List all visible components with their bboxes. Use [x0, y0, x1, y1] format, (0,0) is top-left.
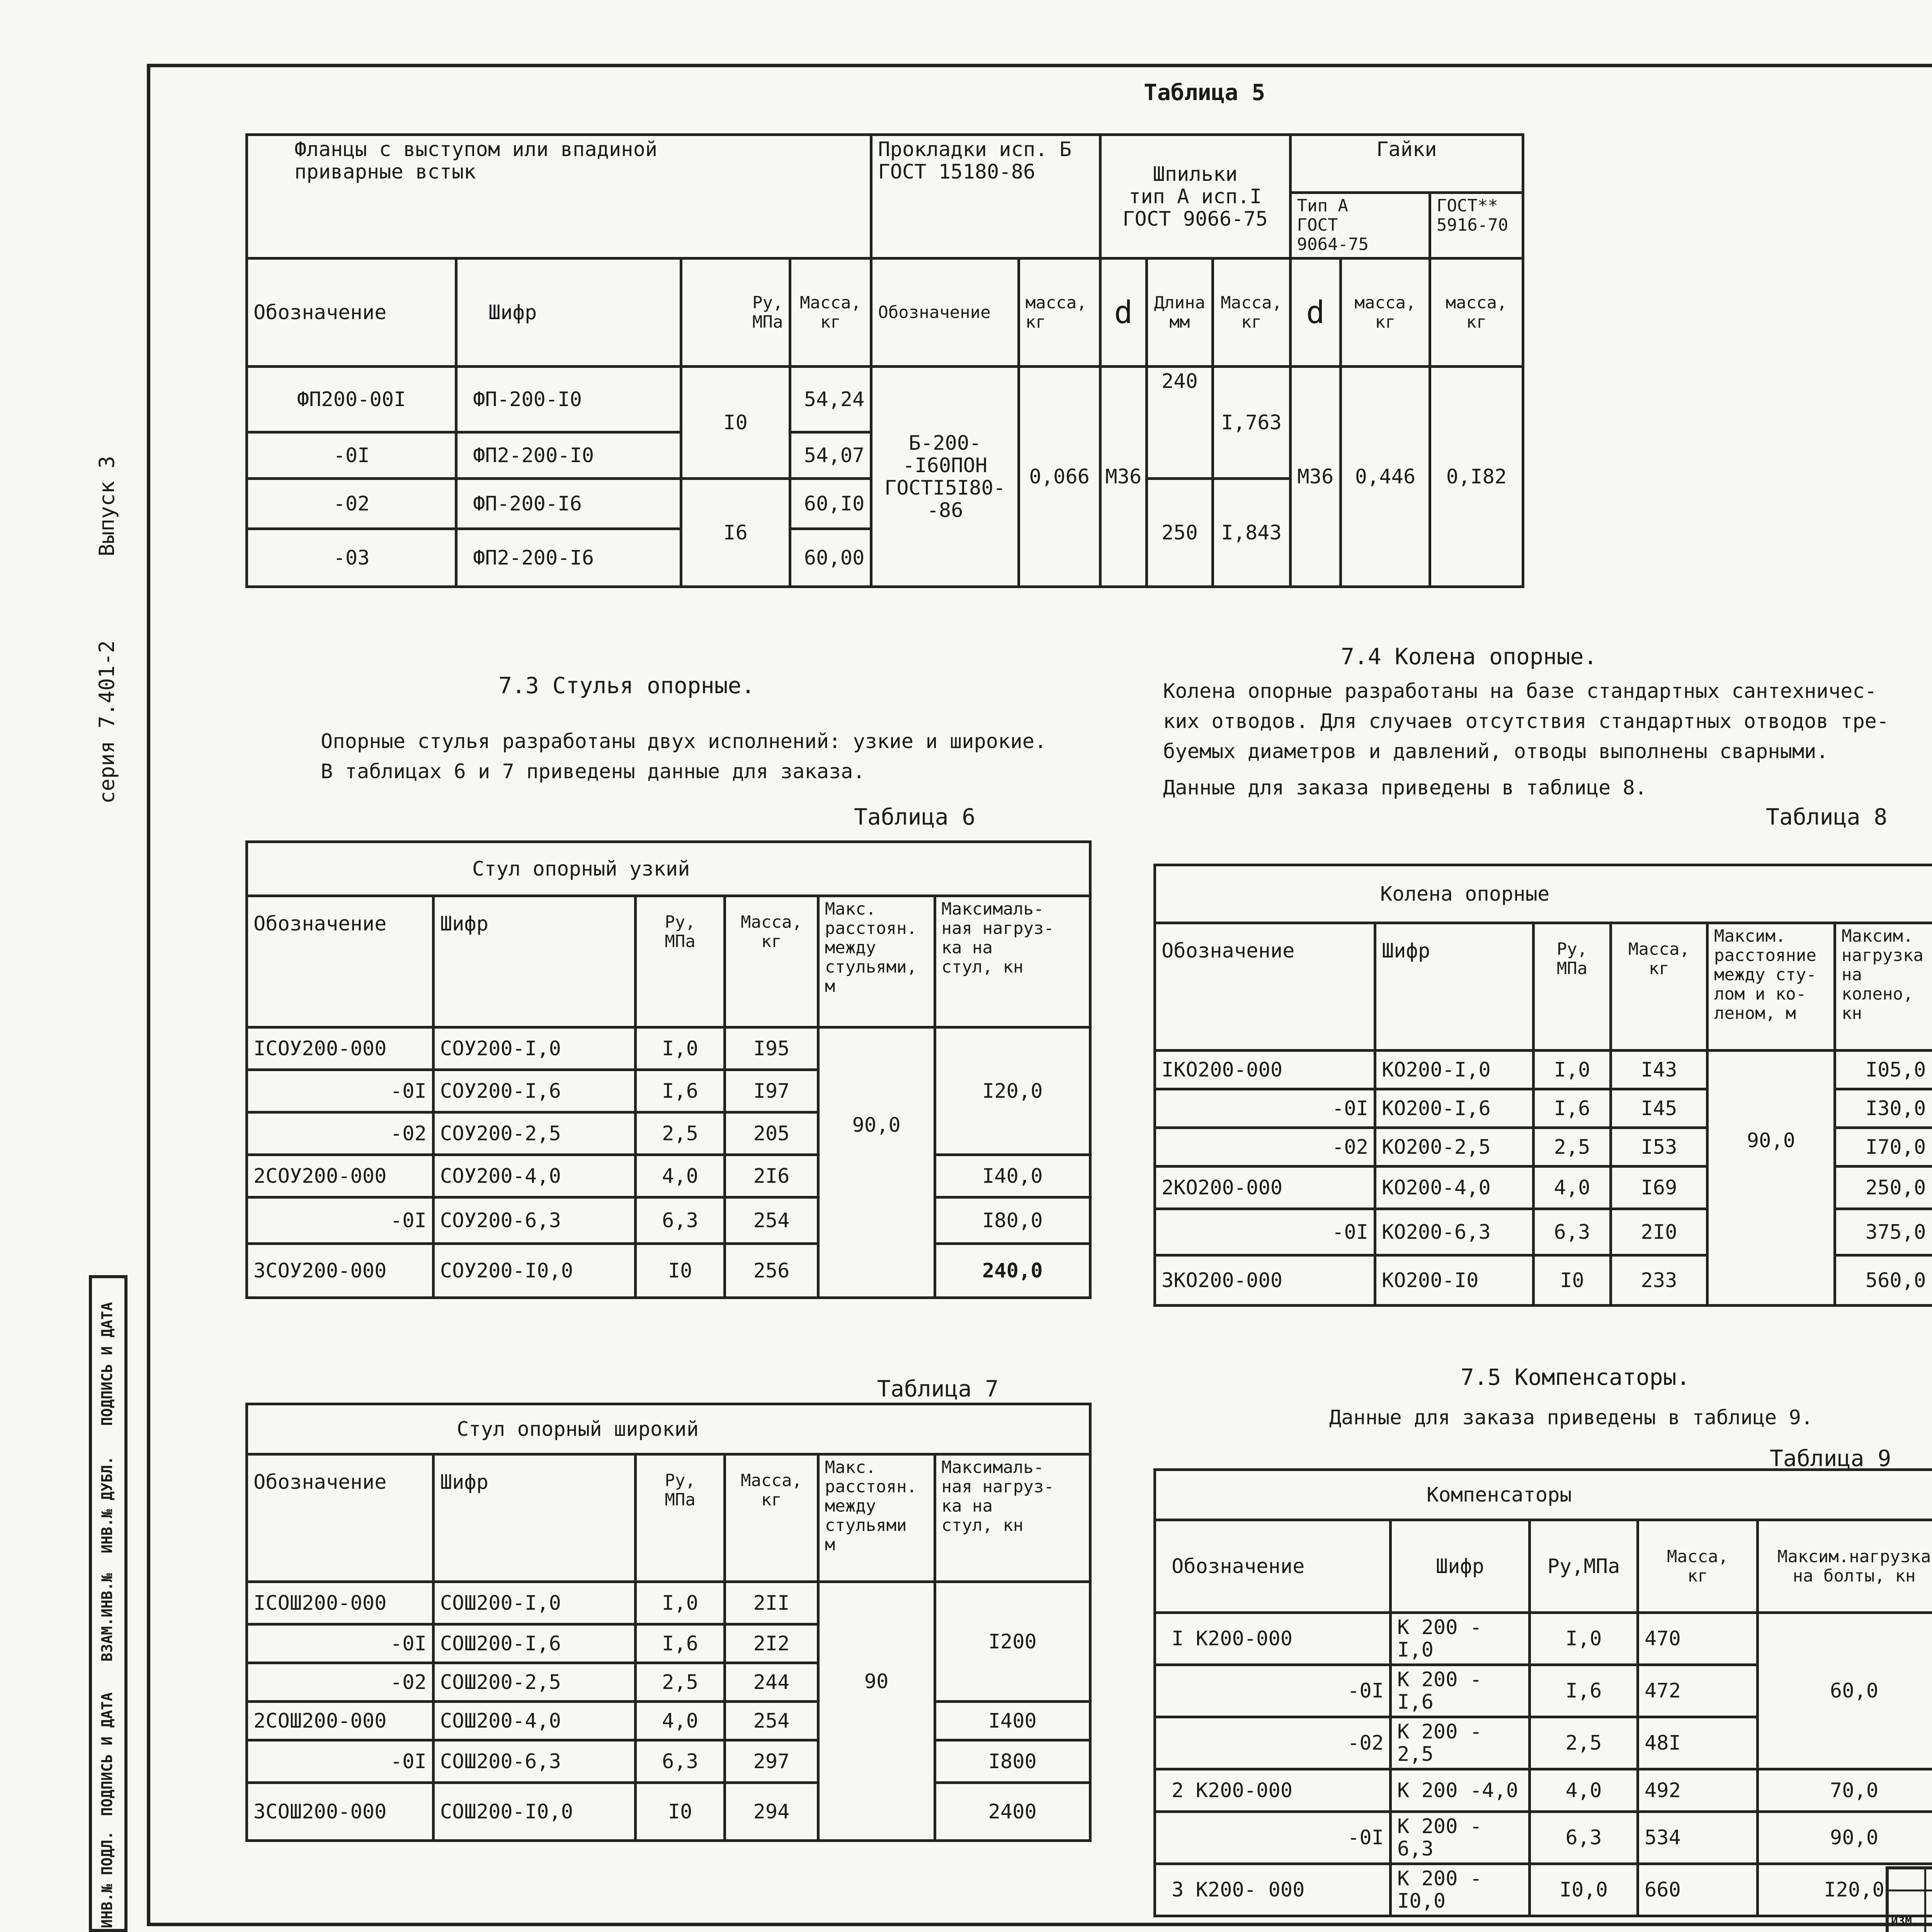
table5-nut-mass-b: 0,I82 — [1430, 367, 1523, 587]
table7-mass: 244 — [725, 1663, 818, 1702]
table8-oboz: -0I — [1155, 1209, 1375, 1255]
table6-header: Шифр — [433, 896, 635, 1027]
table7-py: 6,3 — [635, 1740, 724, 1783]
side-stamp-cell: ПОДПИСЬ И ДАТА — [99, 1302, 116, 1426]
table8-py: 4,0 — [1534, 1167, 1611, 1209]
table9-py: I0,0 — [1530, 1864, 1638, 1916]
table7-py: I,6 — [635, 1624, 724, 1663]
table5-py: I0 — [681, 367, 790, 479]
table8-distance: 90,0 — [1708, 1051, 1835, 1306]
section74-text: Колена опорные разработаны на базе стандартных сантехничес- ких отводов. Для случаев отсутствия стандартных отводов тре- буемых диаметров и давлений, отводы выполнены сварными. — [1163, 680, 1889, 763]
table5-shifr: ФП2-200-I0 — [456, 432, 681, 479]
side-stamp-cell: ИНВ.№ ДУБЛ. — [99, 1456, 116, 1553]
table6-py: 2,5 — [635, 1112, 724, 1155]
table8-load: 375,0 — [1835, 1209, 1932, 1255]
table9-load: 70,0 — [1758, 1769, 1932, 1812]
table7-load: I200 — [935, 1582, 1090, 1702]
table8-shifr: КО200-I,0 — [1375, 1051, 1534, 1089]
table7-oboz: 3СОШ200-000 — [247, 1783, 434, 1841]
table6-oboz: IСОУ200-000 — [247, 1027, 434, 1070]
table6-mass: 254 — [725, 1197, 818, 1244]
table6-header: Py, MПа — [635, 896, 724, 1027]
side-stamp-cell: ИНВ.№ ПОДЛ. — [99, 1831, 116, 1928]
table5-nuts-gost: ГОСТ** 5916-70 — [1430, 193, 1523, 259]
table5-mass: 54,24 — [790, 367, 871, 432]
issue-label: Выпуск 3 — [95, 456, 119, 556]
table7-header: Масса, кг — [725, 1454, 818, 1582]
table8-header: Обозначение — [1155, 923, 1375, 1051]
table9-oboz: -0I — [1155, 1665, 1391, 1717]
table7-py: I0 — [635, 1783, 724, 1841]
table9-shifr: К 200 -I0,0 — [1391, 1864, 1530, 1916]
table7-oboz: IСОШ200-000 — [247, 1582, 434, 1624]
table8-py: I,0 — [1534, 1051, 1611, 1089]
table5-stud-d: M36 — [1100, 367, 1146, 587]
table5-header: d — [1290, 259, 1341, 367]
table5-stud-length: 250 — [1147, 479, 1213, 587]
table6-mass: 2I6 — [725, 1155, 818, 1197]
table8-shifr: КО200-6,3 — [1375, 1209, 1534, 1255]
table7-distance: 90 — [818, 1582, 935, 1841]
table7-shifr: СОШ200-I,0 — [433, 1582, 635, 1624]
table7-header: Обозначение — [247, 1454, 434, 1582]
table5-header: Длина мм — [1147, 259, 1213, 367]
table5-header: Обозначение — [871, 259, 1019, 367]
table6-py: I,0 — [635, 1027, 724, 1070]
table5-mass: 60,I0 — [790, 479, 871, 529]
table7-header: Максималь- ная нагруз- ка на стул, кн — [935, 1454, 1090, 1582]
table9-header: Масса, кг — [1638, 1520, 1758, 1613]
table6-py: I0 — [635, 1244, 724, 1298]
table5-nut-mass-a: 0,446 — [1341, 367, 1430, 587]
table9-mass: 492 — [1638, 1769, 1758, 1812]
table6-mass: 256 — [725, 1244, 818, 1298]
table7-shifr: СОШ200-4,0 — [433, 1702, 635, 1740]
table5-header: Py, MПа — [681, 259, 790, 367]
table9-shifr: К 200 - I,0 — [1391, 1613, 1530, 1665]
table9-mass: 534 — [1638, 1812, 1758, 1864]
table5-oboz: -02 — [247, 479, 456, 529]
table8-load: 560,0 — [1835, 1255, 1932, 1306]
table7-py: I,0 — [635, 1582, 724, 1624]
table8-shifr: КО200-2,5 — [1375, 1128, 1534, 1167]
table9-py: 2,5 — [1530, 1717, 1638, 1769]
table8-header: Максим. нагрузка на колено, кн — [1835, 923, 1932, 1051]
table6-shifr: СОУ200-I0,0 — [433, 1244, 635, 1298]
table9-load: 60,0 — [1758, 1613, 1932, 1769]
table7-oboz: -0I — [247, 1740, 434, 1783]
table9 — [1153, 1468, 1932, 1917]
stamp-header-row — [1886, 1915, 1932, 1932]
table8-header: Масса, кг — [1611, 923, 1708, 1051]
table6-load: I20,0 — [935, 1027, 1090, 1155]
table6-load: I40,0 — [935, 1155, 1090, 1197]
table7-py: 4,0 — [635, 1702, 724, 1740]
table9-py: I,0 — [1530, 1613, 1638, 1665]
table7-header: Шифр — [433, 1454, 635, 1582]
table8-shifr: КО200-I,6 — [1375, 1089, 1534, 1128]
table5-header: Шифр — [456, 259, 681, 367]
table8-load: I05,0 — [1835, 1051, 1932, 1089]
table9-shifr: К 200 - 2,5 — [1391, 1717, 1530, 1769]
table5-gasket: Б-200- -I60ПОН ГОСТI5I80- -86 — [871, 367, 1019, 587]
table9-title: Компенсаторы — [1155, 1470, 1932, 1520]
table8-caption: Таблица 8 — [1766, 804, 1888, 830]
table5-stud-length: 240 — [1147, 367, 1213, 479]
table7-shifr: СОШ200-6,3 — [433, 1740, 635, 1783]
table6-header: Масса, кг — [725, 896, 818, 1027]
table5-nut-d: M36 — [1290, 367, 1341, 587]
table8-header: Шифр — [1375, 923, 1534, 1051]
table5-group-gaskets: Прокладки исп. Б ГОСТ 15180-86 — [871, 135, 1100, 259]
table8-oboz: 3КО200-000 — [1155, 1255, 1375, 1306]
table5-header: масса, кг — [1430, 259, 1523, 367]
table8-load: 250,0 — [1835, 1167, 1932, 1209]
table9-shifr: К 200 - 6,3 — [1391, 1812, 1530, 1864]
table7-py: 2,5 — [635, 1663, 724, 1702]
table7-load: 2400 — [935, 1783, 1090, 1841]
table6-shifr: СОУ200-4,0 — [433, 1155, 635, 1197]
table8-py: 6,3 — [1534, 1209, 1611, 1255]
table6-py: 4,0 — [635, 1155, 724, 1197]
table9-load: I20,0 — [1758, 1864, 1932, 1916]
table7-header: Py, MПа — [635, 1454, 724, 1582]
table6-oboz: 3СОУ200-000 — [247, 1244, 434, 1298]
table9-oboz: 3 К200- 000 — [1155, 1864, 1391, 1916]
table5-header: d — [1100, 259, 1146, 367]
table9-load: 90,0 — [1758, 1812, 1932, 1864]
section75-text: Данные для заказа приведены в таблице 9. — [1329, 1406, 1813, 1429]
table8-mass: I45 — [1611, 1089, 1708, 1128]
table8-py: I0 — [1534, 1255, 1611, 1306]
table5-header: Масса, кг — [790, 259, 871, 367]
table7-shifr: СОШ200-2,5 — [433, 1663, 635, 1702]
table8-py: I,6 — [1534, 1089, 1611, 1128]
table6 — [245, 840, 1092, 1299]
section74-text2: Данные для заказа приведены в таблице 8. — [1163, 776, 1647, 799]
table8-oboz: -0I — [1155, 1089, 1375, 1128]
table7-mass: 294 — [725, 1783, 818, 1841]
table7-header: Макс. расстоян. между стульями м — [818, 1454, 935, 1582]
table8-title: Колена опорные — [1155, 865, 1932, 923]
table5-group-nuts: Гайки — [1290, 135, 1523, 193]
table8-oboz: -02 — [1155, 1128, 1375, 1167]
table7-oboz: -02 — [247, 1663, 434, 1702]
table6-caption: Таблица 6 — [854, 804, 976, 830]
table6-py: 6,3 — [635, 1197, 724, 1244]
table8 — [1153, 864, 1932, 1307]
table5-oboz: -0I — [247, 432, 456, 479]
table6-oboz: -0I — [247, 1197, 434, 1244]
table7-mass: 2II — [725, 1582, 818, 1624]
table5-header: масса, кг — [1341, 259, 1430, 367]
table6-mass: I97 — [725, 1070, 818, 1112]
table6-load: 240,0 — [935, 1244, 1090, 1298]
table8-load: I70,0 — [1835, 1128, 1932, 1167]
table9-oboz: -02 — [1155, 1717, 1391, 1769]
table6-distance: 90,0 — [818, 1027, 935, 1298]
table6-oboz: 2СОУ200-000 — [247, 1155, 434, 1197]
table9-header: Шифр — [1391, 1520, 1530, 1613]
table6-oboz: -0I — [247, 1070, 434, 1112]
table7 — [245, 1403, 1092, 1842]
table9-mass: 470 — [1638, 1613, 1758, 1665]
table8-mass: I53 — [1611, 1128, 1708, 1167]
side-stamp-cell: ВЗАМ.ИНВ.№ — [99, 1573, 116, 1662]
table8-header: Максим. расстояние между сту- лом и ко- леном, м — [1708, 923, 1835, 1051]
table7-mass: 297 — [725, 1740, 818, 1783]
table5-shifr: ФП-200-I6 — [456, 479, 681, 529]
table7-mass: 2I2 — [725, 1624, 818, 1663]
stamp-header — [1924, 1915, 1932, 1932]
table5-shifr: ФП2-200-I6 — [456, 529, 681, 587]
table8-py: 2,5 — [1534, 1128, 1611, 1167]
table8-header: Py, MПа — [1534, 923, 1611, 1051]
table8-mass: I43 — [1611, 1051, 1708, 1089]
section73-text: Опорные стулья разработаны двух исполнений: узкие и широкие. В таблицах 6 и 7 приведены данные для заказа. — [321, 730, 1047, 783]
table9-shifr: К 200 - I,6 — [1391, 1665, 1530, 1717]
table5-mass: 60,00 — [790, 529, 871, 587]
table8-mass: 233 — [1611, 1255, 1708, 1306]
table6-load: I80,0 — [935, 1197, 1090, 1244]
table7-oboz: -0I — [247, 1624, 434, 1663]
table6-shifr: СОУ200-I,6 — [433, 1070, 635, 1112]
table5-group-flanges: Фланцы с выступом или впадиной приварные встык — [247, 135, 871, 259]
table6-oboz: -02 — [247, 1112, 434, 1155]
table7-mass: 254 — [725, 1702, 818, 1740]
table8-mass: 2I0 — [1611, 1209, 1708, 1255]
side-stamp-cell: ПОДПИСЬ И ДАТА — [99, 1692, 116, 1816]
table8-load: I30,0 — [1835, 1089, 1932, 1128]
table7-oboz: 2СОШ200-000 — [247, 1702, 434, 1740]
table7-load: I400 — [935, 1702, 1090, 1740]
table5-caption: Таблица 5 — [1144, 79, 1265, 105]
table9-oboz: -0I — [1155, 1812, 1391, 1864]
table9-oboz: I К200-000 — [1155, 1613, 1391, 1665]
table5-nuts-type-a: Тип А ГОСТ 9064-75 — [1290, 193, 1430, 259]
table8-mass: I69 — [1611, 1167, 1708, 1209]
table9-shifr: К 200 -4,0 — [1391, 1769, 1530, 1812]
table6-mass: I95 — [725, 1027, 818, 1070]
table9-caption: Таблица 9 — [1770, 1445, 1891, 1471]
table9-mass: 48I — [1638, 1717, 1758, 1769]
table7-caption: Таблица 7 — [877, 1376, 999, 1402]
table7-shifr: СОШ200-I,6 — [433, 1624, 635, 1663]
table9-header: Максим.нагрузка на болты, кн — [1758, 1520, 1932, 1613]
table5-shifr: ФП-200-I0 — [456, 367, 681, 432]
table5-stud-mass: I,763 — [1213, 367, 1290, 479]
table6-header: Обозначение — [247, 896, 434, 1027]
table5-oboz: ФП200-00I — [247, 367, 456, 432]
table5-mass: 54,07 — [790, 432, 871, 479]
series-label: серия 7.401-2 — [95, 640, 119, 804]
table5-py: I6 — [681, 479, 790, 587]
table6-py: I,6 — [635, 1070, 724, 1112]
table9-py: I,6 — [1530, 1665, 1638, 1717]
stamp-header: ИЗМ. — [1891, 1915, 1919, 1928]
table5-stud-mass: I,843 — [1213, 479, 1290, 587]
table5-header: Обозначение — [247, 259, 456, 367]
table6-shifr: СОУ200-2,5 — [433, 1112, 635, 1155]
table9-header: Py,MПа — [1530, 1520, 1638, 1613]
table8-oboz: IКО200-000 — [1155, 1051, 1375, 1089]
table9-header: Обозначение — [1155, 1520, 1391, 1613]
table9-py: 4,0 — [1530, 1769, 1638, 1812]
table9-oboz: 2 К200-000 — [1155, 1769, 1391, 1812]
table5-gasket-mass: 0,066 — [1019, 367, 1100, 587]
table5-header: масса, кг — [1019, 259, 1100, 367]
table5-oboz: -03 — [247, 529, 456, 587]
table6-header: Макс. расстоян. между стульями, м — [818, 896, 935, 1027]
table6-shifr: СОУ200-I,0 — [433, 1027, 635, 1070]
table7-load: I800 — [935, 1740, 1090, 1783]
table7-shifr: СОШ200-I0,0 — [433, 1783, 635, 1841]
table8-shifr: КО200-4,0 — [1375, 1167, 1534, 1209]
table5-group-studs: Шпильки тип А исп.I ГОСТ 9066-75 — [1100, 135, 1290, 259]
table6-title: Стул опорный узкий — [247, 842, 1090, 896]
table6-mass: 205 — [725, 1112, 818, 1155]
table9-mass: 660 — [1638, 1864, 1758, 1916]
section73-title: 7.3 Стулья опорные. — [498, 672, 755, 699]
table8-oboz: 2КО200-000 — [1155, 1167, 1375, 1209]
table5-header: Масса, кг — [1213, 259, 1290, 367]
table8-shifr: КО200-I0 — [1375, 1255, 1534, 1306]
section74-title: 7.4 Колена опорные. — [1341, 643, 1597, 670]
section75-title: 7.5 Компенсаторы. — [1461, 1364, 1690, 1390]
table5 — [245, 133, 1524, 588]
table9-mass: 472 — [1638, 1665, 1758, 1717]
table7-title: Стул опорный широкий — [247, 1404, 1090, 1454]
table6-shifr: СОУ200-6,3 — [433, 1197, 635, 1244]
table9-py: 6,3 — [1530, 1812, 1638, 1864]
table6-header: Максималь- ная нагруз- ка на стул, кн — [935, 896, 1090, 1027]
